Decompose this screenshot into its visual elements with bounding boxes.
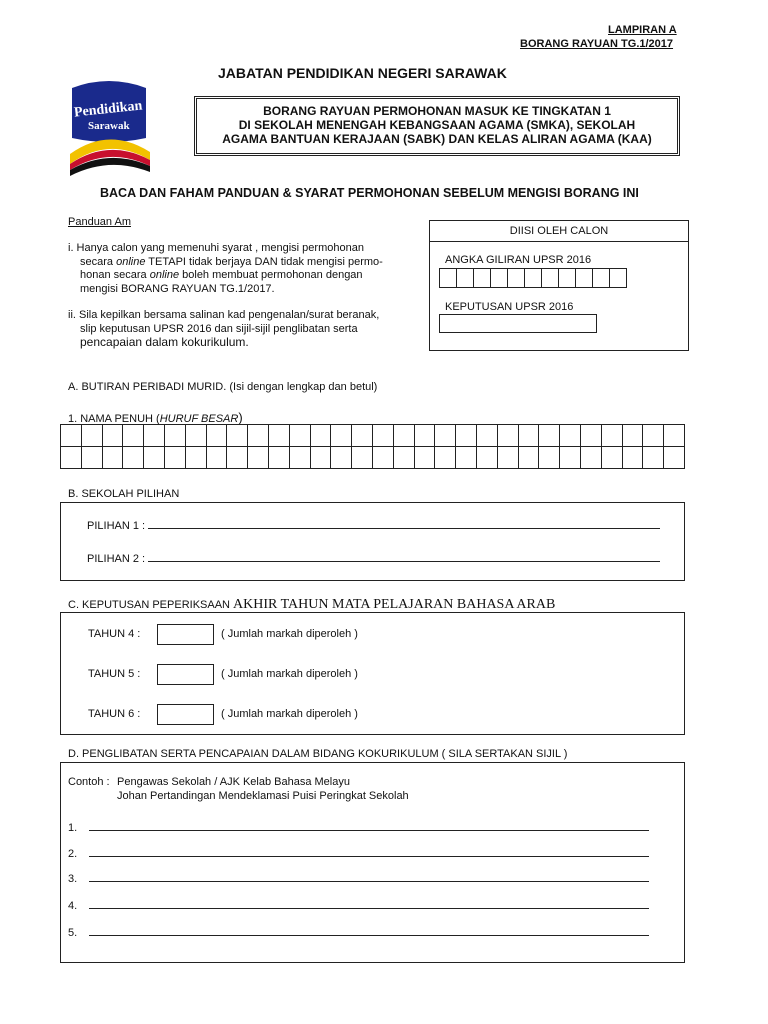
annex-label: LAMPIRAN A bbox=[608, 24, 677, 36]
activity-line-2[interactable] bbox=[89, 844, 649, 857]
name-letter-box[interactable] bbox=[310, 425, 331, 447]
index-digit-box[interactable] bbox=[457, 269, 474, 288]
index-number-label: ANGKA GILIRAN UPSR 2016 bbox=[445, 254, 592, 266]
name-letter-box[interactable] bbox=[643, 425, 664, 447]
year-5-score-field[interactable] bbox=[157, 664, 214, 685]
year-4-note: ( Jumlah markah diperoleh ) bbox=[221, 628, 358, 640]
name-letter-box[interactable] bbox=[664, 447, 685, 469]
form-title-line-1: BORANG RAYUAN PERMOHONAN MASUK KE TINGKATAN 1 bbox=[263, 104, 611, 118]
choice-1-line[interactable] bbox=[148, 516, 660, 529]
section-b-box bbox=[60, 502, 685, 581]
example-2: Johan Pertandingan Mendeklamasi Puisi Peringkat Sekolah bbox=[117, 790, 409, 802]
name-letter-box[interactable] bbox=[289, 447, 310, 469]
year-4-label: TAHUN 4 : bbox=[88, 628, 141, 640]
name-letter-box[interactable] bbox=[601, 425, 622, 447]
name-letter-box[interactable] bbox=[580, 425, 601, 447]
name-letter-box[interactable] bbox=[144, 425, 165, 447]
name-letter-box[interactable] bbox=[518, 425, 539, 447]
year-5-note: ( Jumlah markah diperoleh ) bbox=[221, 668, 358, 680]
name-letter-box[interactable] bbox=[206, 447, 227, 469]
index-digit-box[interactable] bbox=[593, 269, 610, 288]
choice-2-row bbox=[87, 549, 660, 565]
form-title-line-3: AGAMA BANTUAN KERAJAAN (SABK) DAN KELAS ALIRAN AGAMA (KAA) bbox=[222, 132, 652, 146]
name-letter-box[interactable] bbox=[393, 447, 414, 469]
form-title-box bbox=[194, 96, 680, 156]
example-1: Pengawas Sekolah / AJK Kelab Bahasa Melayu bbox=[117, 776, 350, 788]
choice-1-label: PILIHAN 1 : bbox=[87, 520, 146, 532]
example-label: Contoh : bbox=[68, 776, 110, 788]
upsr-result-field[interactable] bbox=[439, 314, 597, 333]
candidate-box bbox=[429, 220, 689, 351]
upsr-result-label: KEPUTUSAN UPSR 2016 bbox=[445, 301, 574, 313]
name-letter-box[interactable] bbox=[81, 447, 102, 469]
index-digit-box[interactable] bbox=[525, 269, 542, 288]
name-letter-box[interactable] bbox=[185, 425, 206, 447]
choice-2-line[interactable] bbox=[148, 549, 660, 562]
name-letter-box[interactable] bbox=[622, 447, 643, 469]
year-6-label: TAHUN 6 : bbox=[88, 708, 141, 720]
name-letter-box[interactable] bbox=[352, 425, 373, 447]
name-letter-box[interactable] bbox=[206, 425, 227, 447]
section-c-box bbox=[60, 612, 685, 735]
year-4-score-field[interactable] bbox=[157, 624, 214, 645]
activity-row-1: 1. bbox=[68, 818, 649, 834]
name-letter-box[interactable] bbox=[414, 425, 435, 447]
guide-item-1-line-4: mengisi BORANG RAYUAN TG.1/2017. bbox=[80, 282, 275, 295]
form-title-line-2: DI SEKOLAH MENENGAH KEBANGSAAN AGAMA (SMKA), SEKOLAH bbox=[238, 118, 636, 132]
full-name-label: 1. NAMA PENUH (HURUF BESAR) bbox=[68, 410, 243, 425]
index-number-boxes[interactable] bbox=[439, 268, 627, 288]
name-letter-box[interactable] bbox=[476, 447, 497, 469]
name-letter-box[interactable] bbox=[123, 447, 144, 469]
name-letter-box[interactable] bbox=[268, 447, 289, 469]
name-letter-box[interactable] bbox=[268, 425, 289, 447]
name-letter-box[interactable] bbox=[372, 425, 393, 447]
guide-item-1-line-2: secara online TETAPI tidak berjaya DAN tidak mengisi permo- bbox=[80, 255, 383, 268]
section-d-heading: D. PENGLIBATAN SERTA PENCAPAIAN DALAM BIDANG KOKURIKULUM ( SILA SERTAKAN SIJIL ) bbox=[68, 748, 568, 760]
name-letter-box[interactable] bbox=[539, 425, 560, 447]
name-letter-box[interactable] bbox=[164, 425, 185, 447]
activity-row-5: 5. bbox=[68, 923, 649, 939]
name-letter-box[interactable] bbox=[331, 425, 352, 447]
section-c-heading bbox=[68, 597, 555, 613]
guide-item-2-line-2: slip keputusan UPSR 2016 dan sijil-sijil penglibatan serta bbox=[80, 322, 358, 335]
name-letter-box[interactable] bbox=[81, 425, 102, 447]
index-digit-box[interactable] bbox=[491, 269, 508, 288]
activity-line-5[interactable] bbox=[89, 923, 649, 936]
name-letter-box[interactable] bbox=[248, 425, 269, 447]
instruction-text: BACA DAN FAHAM PANDUAN & SYARAT PERMOHONAN SEBELUM MENGISI BORANG INI bbox=[100, 186, 639, 200]
section-a-heading: A. BUTIRAN PERIBADI MURID. (Isi dengan lengkap dan betul) bbox=[68, 381, 378, 393]
name-letter-box[interactable] bbox=[601, 447, 622, 469]
name-letter-box[interactable] bbox=[352, 447, 373, 469]
name-letter-box[interactable] bbox=[435, 425, 456, 447]
name-letter-box[interactable] bbox=[310, 447, 331, 469]
year-6-score-field[interactable] bbox=[157, 704, 214, 725]
choice-1-row bbox=[87, 516, 660, 532]
guide-item-1-line-1: i. Hanya calon yang memenuhi syarat , mengisi permohonan bbox=[68, 242, 364, 254]
name-letter-box[interactable] bbox=[456, 425, 477, 447]
index-digit-box[interactable] bbox=[576, 269, 593, 288]
name-letter-box[interactable] bbox=[643, 447, 664, 469]
name-letter-box[interactable] bbox=[61, 425, 82, 447]
name-letter-box[interactable] bbox=[102, 447, 123, 469]
section-b-heading: B. SEKOLAH PILIHAN bbox=[68, 488, 180, 500]
logo-text-2: Sarawak bbox=[88, 120, 130, 132]
name-letter-box[interactable] bbox=[476, 425, 497, 447]
name-letter-box[interactable] bbox=[331, 447, 352, 469]
name-letter-box[interactable] bbox=[497, 447, 518, 469]
activity-row-3: 3. bbox=[68, 869, 649, 885]
guide-item-1-line-3: honan secara online boleh membuat permohonan dengan bbox=[80, 269, 363, 281]
section-d-box bbox=[60, 762, 685, 963]
index-digit-box[interactable] bbox=[610, 269, 627, 288]
full-name-grid[interactable] bbox=[60, 424, 685, 469]
name-letter-box[interactable] bbox=[144, 447, 165, 469]
name-letter-box[interactable] bbox=[580, 447, 601, 469]
name-letter-box[interactable] bbox=[227, 447, 248, 469]
index-digit-box[interactable] bbox=[474, 269, 491, 288]
section-c-heading-subject: AKHIR TAHUN MATA PELAJARAN BAHASA ARAB bbox=[233, 597, 556, 612]
name-letter-box[interactable] bbox=[248, 447, 269, 469]
activity-line-4[interactable] bbox=[89, 896, 649, 909]
name-letter-box[interactable] bbox=[497, 425, 518, 447]
choice-2-label: PILIHAN 2 : bbox=[87, 553, 146, 565]
index-digit-box[interactable] bbox=[559, 269, 576, 288]
name-letter-box[interactable] bbox=[61, 447, 82, 469]
name-letter-box[interactable] bbox=[372, 447, 393, 469]
index-digit-box[interactable] bbox=[542, 269, 559, 288]
activity-row-2: 2. bbox=[68, 844, 649, 860]
name-letter-box[interactable] bbox=[539, 447, 560, 469]
name-letter-box[interactable] bbox=[123, 425, 144, 447]
guide-item-1 bbox=[68, 242, 383, 296]
name-letter-box[interactable] bbox=[414, 447, 435, 469]
name-letter-box[interactable] bbox=[622, 425, 643, 447]
name-letter-box[interactable] bbox=[185, 447, 206, 469]
index-digit-box[interactable] bbox=[508, 269, 525, 288]
year-5-label: TAHUN 5 : bbox=[88, 668, 141, 680]
pendidikan-sarawak-logo bbox=[66, 74, 152, 178]
name-letter-box[interactable] bbox=[227, 425, 248, 447]
name-letter-box[interactable] bbox=[164, 447, 185, 469]
name-letter-box[interactable] bbox=[102, 425, 123, 447]
name-letter-box[interactable] bbox=[560, 447, 581, 469]
guide-heading: Panduan Am bbox=[68, 216, 131, 228]
department-title: JABATAN PENDIDIKAN NEGERI SARAWAK bbox=[218, 65, 507, 81]
year-6-note: ( Jumlah markah diperoleh ) bbox=[221, 708, 358, 720]
activity-row-4: 4. bbox=[68, 896, 649, 912]
activity-line-3[interactable] bbox=[89, 869, 649, 882]
guide-item-2-line-1: ii. Sila kepilkan bersama salinan kad pengenalan/surat beranak, bbox=[68, 309, 380, 321]
name-letter-box[interactable] bbox=[518, 447, 539, 469]
candidate-box-heading: DIISI OLEH CALON bbox=[430, 221, 688, 242]
name-letter-box[interactable] bbox=[456, 447, 477, 469]
index-digit-box[interactable] bbox=[440, 269, 457, 288]
guide-item-2 bbox=[68, 309, 379, 350]
name-letter-box[interactable] bbox=[560, 425, 581, 447]
form-code: BORANG RAYUAN TG.1/2017 bbox=[520, 38, 674, 50]
name-letter-box[interactable] bbox=[289, 425, 310, 447]
logo-text-1: Pendidikan bbox=[73, 98, 144, 121]
section-c-heading-prefix: C. KEPUTUSAN PEPERIKSAAN bbox=[68, 599, 234, 611]
name-letter-box[interactable] bbox=[393, 425, 414, 447]
guide-item-2-line-3: pencapaian dalam kokurikulum. bbox=[80, 335, 249, 349]
activity-line-1[interactable] bbox=[89, 818, 649, 831]
name-letter-box[interactable] bbox=[664, 425, 685, 447]
name-letter-box[interactable] bbox=[435, 447, 456, 469]
